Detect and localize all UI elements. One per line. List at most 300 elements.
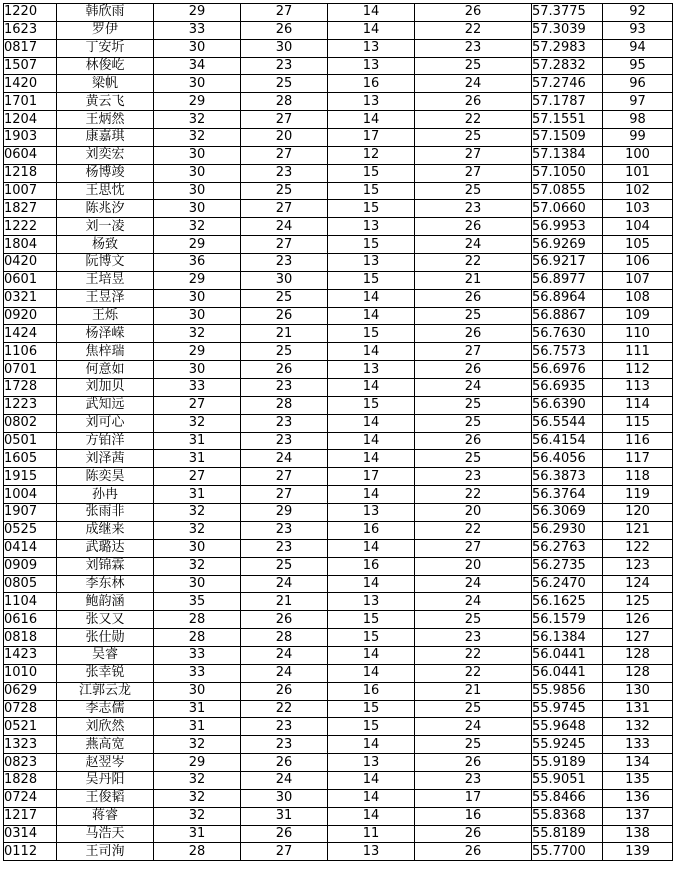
score-2-cell: 26: [241, 611, 328, 629]
student-id-cell: 1223: [4, 396, 57, 414]
student-name-cell: 王俊韬: [57, 789, 154, 807]
rank-cell: 115: [603, 414, 673, 432]
total-score-cell: 56.9269: [532, 236, 603, 254]
score-3-cell: 15: [328, 164, 415, 182]
score-4-cell: 22: [415, 664, 532, 682]
table-row: [4, 254, 673, 272]
score-3-cell: 14: [328, 414, 415, 432]
score-3-cell: 15: [328, 182, 415, 200]
score-4-cell: 26: [415, 754, 532, 772]
score-1-cell: 31: [154, 700, 241, 718]
student-id-cell: 0629: [4, 682, 57, 700]
score-2-cell: 28: [241, 93, 328, 111]
rank-cell: 108: [603, 289, 673, 307]
total-score-cell: 55.9745: [532, 700, 603, 718]
score-1-cell: 30: [154, 575, 241, 593]
score-3-cell: 14: [328, 664, 415, 682]
table-row: [4, 771, 673, 789]
score-2-cell: 24: [241, 646, 328, 664]
total-score-cell: 57.0855: [532, 182, 603, 200]
score-2-cell: 31: [241, 807, 328, 825]
score-1-cell: 30: [154, 146, 241, 164]
rank-cell: 101: [603, 164, 673, 182]
total-score-cell: 55.9856: [532, 682, 603, 700]
score-3-cell: 12: [328, 146, 415, 164]
student-name-cell: 赵翌岑: [57, 754, 154, 772]
table-row: [4, 57, 673, 75]
score-1-cell: 30: [154, 682, 241, 700]
score-4-cell: 26: [415, 432, 532, 450]
rank-cell: 111: [603, 343, 673, 361]
score-2-cell: 30: [241, 789, 328, 807]
score-2-cell: 27: [241, 486, 328, 504]
table-row: [4, 129, 673, 147]
score-2-cell: 23: [241, 539, 328, 557]
score-4-cell: 26: [415, 361, 532, 379]
student-name-cell: 阮博文: [57, 254, 154, 272]
score-1-cell: 32: [154, 129, 241, 147]
student-name-cell: 吴睿: [57, 646, 154, 664]
rank-cell: 126: [603, 611, 673, 629]
score-1-cell: 29: [154, 4, 241, 22]
score-4-cell: 21: [415, 271, 532, 289]
rank-cell: 120: [603, 504, 673, 522]
rank-cell: 124: [603, 575, 673, 593]
score-4-cell: 24: [415, 75, 532, 93]
table-row: [4, 146, 673, 164]
score-1-cell: 28: [154, 629, 241, 647]
score-1-cell: 30: [154, 307, 241, 325]
score-1-cell: 27: [154, 468, 241, 486]
total-score-cell: 57.3039: [532, 21, 603, 39]
score-3-cell: 16: [328, 682, 415, 700]
student-name-cell: 丁安圻: [57, 39, 154, 57]
total-score-cell: 56.3873: [532, 468, 603, 486]
total-score-cell: 55.9189: [532, 754, 603, 772]
student-name-cell: 刘可心: [57, 414, 154, 432]
score-1-cell: 32: [154, 807, 241, 825]
score-3-cell: 15: [328, 718, 415, 736]
score-4-cell: 24: [415, 379, 532, 397]
score-3-cell: 14: [328, 736, 415, 754]
total-score-cell: 56.9953: [532, 218, 603, 236]
student-name-cell: 韩欣雨: [57, 4, 154, 22]
rank-cell: 107: [603, 271, 673, 289]
score-3-cell: 14: [328, 575, 415, 593]
student-id-cell: 1728: [4, 379, 57, 397]
rank-cell: 116: [603, 432, 673, 450]
score-2-cell: 30: [241, 271, 328, 289]
table-row: [4, 736, 673, 754]
rank-cell: 105: [603, 236, 673, 254]
student-id-cell: 1915: [4, 468, 57, 486]
student-id-cell: 0521: [4, 718, 57, 736]
score-4-cell: 21: [415, 682, 532, 700]
score-3-cell: 14: [328, 450, 415, 468]
score-2-cell: 27: [241, 468, 328, 486]
table-row: [4, 325, 673, 343]
rank-cell: 131: [603, 700, 673, 718]
score-4-cell: 23: [415, 629, 532, 647]
total-score-cell: 56.4154: [532, 432, 603, 450]
total-score-cell: 56.7573: [532, 343, 603, 361]
score-4-cell: 22: [415, 486, 532, 504]
table-row: [4, 682, 673, 700]
score-3-cell: 14: [328, 486, 415, 504]
score-4-cell: 26: [415, 843, 532, 861]
score-3-cell: 13: [328, 843, 415, 861]
score-2-cell: 23: [241, 254, 328, 272]
total-score-cell: 55.7700: [532, 843, 603, 861]
total-score-cell: 56.3764: [532, 486, 603, 504]
total-score-cell: 56.2470: [532, 575, 603, 593]
student-name-cell: 刘泽茜: [57, 450, 154, 468]
score-1-cell: 31: [154, 718, 241, 736]
total-score-cell: 57.1787: [532, 93, 603, 111]
score-1-cell: 33: [154, 646, 241, 664]
score-2-cell: 24: [241, 771, 328, 789]
student-name-cell: 张幸锐: [57, 664, 154, 682]
score-1-cell: 32: [154, 557, 241, 575]
total-score-cell: 55.8368: [532, 807, 603, 825]
rank-cell: 138: [603, 825, 673, 843]
rank-cell: 121: [603, 521, 673, 539]
student-name-cell: 王司洵: [57, 843, 154, 861]
score-3-cell: 14: [328, 289, 415, 307]
rank-cell: 123: [603, 557, 673, 575]
score-1-cell: 36: [154, 254, 241, 272]
score-4-cell: 20: [415, 504, 532, 522]
score-4-cell: 23: [415, 468, 532, 486]
table-row: [4, 182, 673, 200]
student-name-cell: 张雨非: [57, 504, 154, 522]
student-name-cell: 武知远: [57, 396, 154, 414]
table-row: [4, 307, 673, 325]
rank-cell: 112: [603, 361, 673, 379]
student-id-cell: 1701: [4, 93, 57, 111]
total-score-cell: 55.9648: [532, 718, 603, 736]
score-4-cell: 25: [415, 736, 532, 754]
score-3-cell: 15: [328, 611, 415, 629]
student-id-cell: 1218: [4, 164, 57, 182]
score-1-cell: 34: [154, 57, 241, 75]
table-row: [4, 700, 673, 718]
rank-cell: 118: [603, 468, 673, 486]
score-4-cell: 27: [415, 164, 532, 182]
student-name-cell: 李东林: [57, 575, 154, 593]
student-id-cell: 1106: [4, 343, 57, 361]
table-row: [4, 664, 673, 682]
student-name-cell: 焦梓瑞: [57, 343, 154, 361]
student-id-cell: 0501: [4, 432, 57, 450]
score-1-cell: 31: [154, 432, 241, 450]
student-id-cell: 0920: [4, 307, 57, 325]
table-row: [4, 21, 673, 39]
score-2-cell: 26: [241, 361, 328, 379]
total-score-cell: 55.9245: [532, 736, 603, 754]
score-2-cell: 24: [241, 450, 328, 468]
score-2-cell: 22: [241, 700, 328, 718]
score-2-cell: 24: [241, 575, 328, 593]
score-3-cell: 15: [328, 236, 415, 254]
table-row: [4, 825, 673, 843]
score-1-cell: 30: [154, 182, 241, 200]
score-3-cell: 14: [328, 771, 415, 789]
score-4-cell: 24: [415, 718, 532, 736]
total-score-cell: 56.1579: [532, 611, 603, 629]
score-2-cell: 27: [241, 200, 328, 218]
score-2-cell: 27: [241, 843, 328, 861]
student-name-cell: 江郭云龙: [57, 682, 154, 700]
rank-cell: 106: [603, 254, 673, 272]
score-2-cell: 23: [241, 57, 328, 75]
student-name-cell: 张又又: [57, 611, 154, 629]
score-1-cell: 32: [154, 325, 241, 343]
student-name-cell: 陈兆汐: [57, 200, 154, 218]
table-row: [4, 271, 673, 289]
student-name-cell: 何意如: [57, 361, 154, 379]
score-1-cell: 30: [154, 200, 241, 218]
score-1-cell: 30: [154, 75, 241, 93]
score-1-cell: 35: [154, 593, 241, 611]
student-id-cell: 1827: [4, 200, 57, 218]
score-3-cell: 13: [328, 254, 415, 272]
score-2-cell: 26: [241, 682, 328, 700]
total-score-cell: 57.1509: [532, 129, 603, 147]
score-4-cell: 22: [415, 521, 532, 539]
score-2-cell: 24: [241, 664, 328, 682]
score-3-cell: 17: [328, 129, 415, 147]
table-row: [4, 504, 673, 522]
score-4-cell: 23: [415, 200, 532, 218]
student-name-cell: 成继来: [57, 521, 154, 539]
rank-cell: 122: [603, 539, 673, 557]
rank-cell: 139: [603, 843, 673, 861]
score-1-cell: 33: [154, 664, 241, 682]
student-name-cell: 方铂洋: [57, 432, 154, 450]
student-id-cell: 1424: [4, 325, 57, 343]
table-row: [4, 789, 673, 807]
score-3-cell: 13: [328, 504, 415, 522]
rank-cell: 97: [603, 93, 673, 111]
student-name-cell: 梁帆: [57, 75, 154, 93]
student-id-cell: 1007: [4, 182, 57, 200]
score-2-cell: 28: [241, 396, 328, 414]
rank-cell: 125: [603, 593, 673, 611]
score-2-cell: 25: [241, 289, 328, 307]
score-1-cell: 30: [154, 361, 241, 379]
total-score-cell: 56.3069: [532, 504, 603, 522]
score-3-cell: 13: [328, 93, 415, 111]
score-2-cell: 26: [241, 21, 328, 39]
student-id-cell: 1004: [4, 486, 57, 504]
table-row: [4, 468, 673, 486]
rank-cell: 96: [603, 75, 673, 93]
table-row: [4, 754, 673, 772]
student-id-cell: 0701: [4, 361, 57, 379]
student-id-cell: 1907: [4, 504, 57, 522]
score-3-cell: 15: [328, 200, 415, 218]
total-score-cell: 55.9051: [532, 771, 603, 789]
score-1-cell: 31: [154, 450, 241, 468]
score-1-cell: 31: [154, 486, 241, 504]
score-2-cell: 28: [241, 629, 328, 647]
student-name-cell: 张仕勋: [57, 629, 154, 647]
student-id-cell: 0321: [4, 289, 57, 307]
student-id-cell: 0525: [4, 521, 57, 539]
score-1-cell: 32: [154, 789, 241, 807]
rank-cell: 132: [603, 718, 673, 736]
student-name-cell: 刘欣然: [57, 718, 154, 736]
rank-cell: 119: [603, 486, 673, 504]
score-3-cell: 16: [328, 557, 415, 575]
student-id-cell: 0601: [4, 271, 57, 289]
score-4-cell: 26: [415, 93, 532, 111]
table-row: [4, 200, 673, 218]
total-score-cell: 57.1384: [532, 146, 603, 164]
score-4-cell: 17: [415, 789, 532, 807]
student-id-cell: 0616: [4, 611, 57, 629]
score-1-cell: 32: [154, 111, 241, 129]
total-score-cell: 56.6976: [532, 361, 603, 379]
table-row: [4, 450, 673, 468]
score-1-cell: 33: [154, 21, 241, 39]
student-id-cell: 0805: [4, 575, 57, 593]
student-name-cell: 杨致: [57, 236, 154, 254]
total-score-cell: 56.8964: [532, 289, 603, 307]
student-id-cell: 1605: [4, 450, 57, 468]
student-id-cell: 0604: [4, 146, 57, 164]
rank-cell: 117: [603, 450, 673, 468]
student-id-cell: 0112: [4, 843, 57, 861]
score-3-cell: 14: [328, 21, 415, 39]
score-4-cell: 25: [415, 414, 532, 432]
score-4-cell: 26: [415, 289, 532, 307]
score-2-cell: 23: [241, 521, 328, 539]
table-row: [4, 521, 673, 539]
student-name-cell: 马浩天: [57, 825, 154, 843]
table-row: [4, 646, 673, 664]
score-1-cell: 30: [154, 39, 241, 57]
score-sheet: [3, 3, 672, 861]
score-2-cell: 27: [241, 236, 328, 254]
student-id-cell: 1323: [4, 736, 57, 754]
rank-cell: 103: [603, 200, 673, 218]
score-2-cell: 27: [241, 146, 328, 164]
total-score-cell: 57.1551: [532, 111, 603, 129]
student-name-cell: 刘加贝: [57, 379, 154, 397]
total-score-cell: 56.5544: [532, 414, 603, 432]
score-2-cell: 23: [241, 414, 328, 432]
score-1-cell: 27: [154, 396, 241, 414]
score-3-cell: 13: [328, 57, 415, 75]
table-row: [4, 432, 673, 450]
rank-cell: 127: [603, 629, 673, 647]
table-row: [4, 361, 673, 379]
total-score-cell: 55.8189: [532, 825, 603, 843]
total-score-cell: 56.8867: [532, 307, 603, 325]
table-row: [4, 807, 673, 825]
student-id-cell: 0724: [4, 789, 57, 807]
score-3-cell: 14: [328, 539, 415, 557]
student-name-cell: 鲍韵涵: [57, 593, 154, 611]
total-score-cell: 57.2746: [532, 75, 603, 93]
score-3-cell: 13: [328, 39, 415, 57]
total-score-cell: 56.0441: [532, 664, 603, 682]
score-4-cell: 26: [415, 825, 532, 843]
total-score-cell: 56.7630: [532, 325, 603, 343]
rank-cell: 98: [603, 111, 673, 129]
score-1-cell: 29: [154, 271, 241, 289]
score-4-cell: 26: [415, 325, 532, 343]
table-row: [4, 39, 673, 57]
student-id-cell: 1903: [4, 129, 57, 147]
score-4-cell: 23: [415, 771, 532, 789]
student-id-cell: 0414: [4, 539, 57, 557]
table-row: [4, 575, 673, 593]
total-score-cell: 57.1050: [532, 164, 603, 182]
score-3-cell: 14: [328, 379, 415, 397]
score-1-cell: 32: [154, 771, 241, 789]
total-score-cell: 57.3775: [532, 4, 603, 22]
score-1-cell: 32: [154, 521, 241, 539]
rank-cell: 135: [603, 771, 673, 789]
score-2-cell: 25: [241, 557, 328, 575]
score-2-cell: 23: [241, 432, 328, 450]
student-name-cell: 武璐达: [57, 539, 154, 557]
score-1-cell: 32: [154, 414, 241, 432]
score-2-cell: 23: [241, 379, 328, 397]
rank-cell: 102: [603, 182, 673, 200]
student-id-cell: 1623: [4, 21, 57, 39]
total-score-cell: 56.1625: [532, 593, 603, 611]
score-4-cell: 25: [415, 307, 532, 325]
rank-cell: 128: [603, 646, 673, 664]
table-row: [4, 218, 673, 236]
score-3-cell: 14: [328, 432, 415, 450]
score-1-cell: 30: [154, 539, 241, 557]
table-row: [4, 718, 673, 736]
score-3-cell: 14: [328, 4, 415, 22]
student-id-cell: 0817: [4, 39, 57, 57]
score-4-cell: 25: [415, 182, 532, 200]
score-1-cell: 31: [154, 825, 241, 843]
student-id-cell: 1220: [4, 4, 57, 22]
rank-cell: 99: [603, 129, 673, 147]
student-name-cell: 刘锦霖: [57, 557, 154, 575]
table-row: [4, 379, 673, 397]
student-id-cell: 1104: [4, 593, 57, 611]
score-3-cell: 15: [328, 325, 415, 343]
student-id-cell: 0314: [4, 825, 57, 843]
total-score-cell: 56.9217: [532, 254, 603, 272]
student-name-cell: 王炳然: [57, 111, 154, 129]
score-4-cell: 25: [415, 700, 532, 718]
score-2-cell: 29: [241, 504, 328, 522]
table-row: [4, 611, 673, 629]
student-name-cell: 刘奕宏: [57, 146, 154, 164]
table-row: [4, 236, 673, 254]
table-row: [4, 289, 673, 307]
score-3-cell: 16: [328, 75, 415, 93]
table-row: [4, 4, 673, 22]
score-4-cell: 27: [415, 146, 532, 164]
score-1-cell: 29: [154, 236, 241, 254]
score-2-cell: 27: [241, 111, 328, 129]
rank-cell: 110: [603, 325, 673, 343]
score-1-cell: 28: [154, 843, 241, 861]
student-name-cell: 罗伊: [57, 21, 154, 39]
